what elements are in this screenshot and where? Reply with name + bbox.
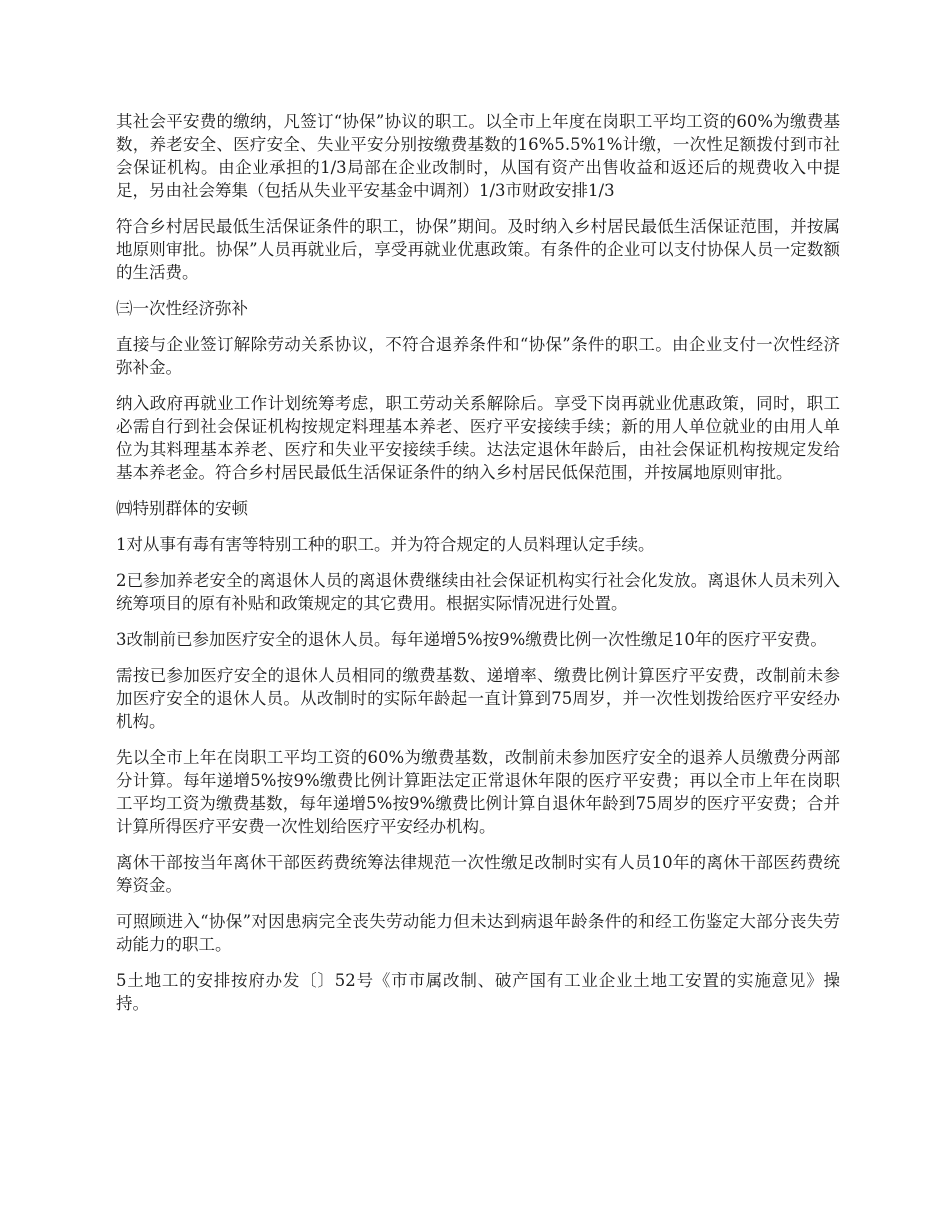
list-item-5-land-workers: 5土地工的安排按府办发〔〕52号《市市属改制、破产国有工业企业土地工安置的实施意见》操持。 [116, 971, 840, 1013]
list-item-3-retiree-medical: 3改制前已参加医疗安全的退休人员。每年递增5%按9%缴费比例一次性缴足10年的医疗平安费。 [116, 630, 827, 649]
paragraph-social-insurance-payment: 其社会平安费的缴纳，凡签订“协保”协议的职工。以全市上年度在岗职工平均工资的60%为缴费基数，养老安全、医疗安全、失业平安分别按缴费基数的16%5.5%1%计缴，一次性足额拨付到市社会保证机构。由企业承担的1/3局部在企业改制时，从国有资产出售收益和返还后的规费收入中提足，另由社会筹集（包括从失业平安基金中调剂）1/3市财政安排1/3 [116, 112, 840, 200]
paragraph-retired-cadres: 离休干部按当年离休干部医药费统筹法律规范一次性缴足改制时实有人员10年的离休干部医药费统筹资金。 [116, 853, 840, 895]
paragraph-minimum-living-guarantee: 符合乡村居民最低生活保证条件的职工，协保”期间。及时纳入乡村居民最低生活保证范围，并按属地原则审批。协保”人员再就业后，享受再就业优惠政策。有条件的企业可以支付协保人员一定数额的生活费。 [116, 217, 840, 282]
paragraph-reemployment-plan: 纳入政府再就业工作计划统筹考虑，职工劳动关系解除后。享受下岗再就业优惠政策，同时，职工必需自行到社会保证机构按规定料理基本养老、医疗平安接续手续；新的用人单位就业的由用人单位为其料理基本养老、医疗和失业平安接续手续。达法定退休年龄后，由社会保证机构按规定发给基本养老金。符合乡村居民最低生活保证条件的纳入乡村居民低保范围，并按属地原则审批。 [116, 394, 840, 482]
paragraph-termination-agreement: 直接与企业签订解除劳动关系协议，不符合退养条件和“协保”条件的职工。由企业支付一次性经济弥补金。 [116, 335, 840, 377]
section-heading-one-time-compensation: ㈢一次性经济弥补 [116, 299, 248, 318]
list-item-2-retiree-pension: 2已参加养老安全的离退休人员的离退休费继续由社会保证机构实行社会化发放。离退休人员未列入统筹项目的原有补贴和政策规定的其它费用。根据实际情况进行处置。 [116, 571, 840, 613]
paragraph-disability: 可照顾进入“协保”对因患病完全丧失劳动能力但未达到病退年龄条件的和经工伤鉴定大部分丧失劳动能力的职工。 [116, 912, 840, 954]
list-item-1-special-work-types: 1对从事有毒有害等特别工种的职工。并为符合规定的人员料理认定手续。 [116, 535, 655, 554]
paragraph-medical-calculation: 需按已参加医疗安全的退休人员相同的缴费基数、递增率、缴费比例计算医疗平安费，改制前未参加医疗安全的退休人员。从改制时的实际年龄起一直计算到75周岁，并一次性划拨给医疗平安经办机构。 [116, 666, 840, 731]
section-heading-special-groups: ㈣特别群体的安顿 [116, 499, 248, 518]
paragraph-contribution-base: 先以全市上年在岗职工平均工资的60%为缴费基数，改制前未参加医疗安全的退养人员缴费分两部分计算。每年递增5%按9%缴费比例计算距法定正常退休年限的医疗平安费；再以全市上年在岗职工平均工资为缴费基数，每年递增5%按9%缴费比例计算自退休年龄到75周岁的医疗平安费；合并计算所得医疗平安费一次性划给医疗平安经办机构。 [116, 748, 840, 836]
